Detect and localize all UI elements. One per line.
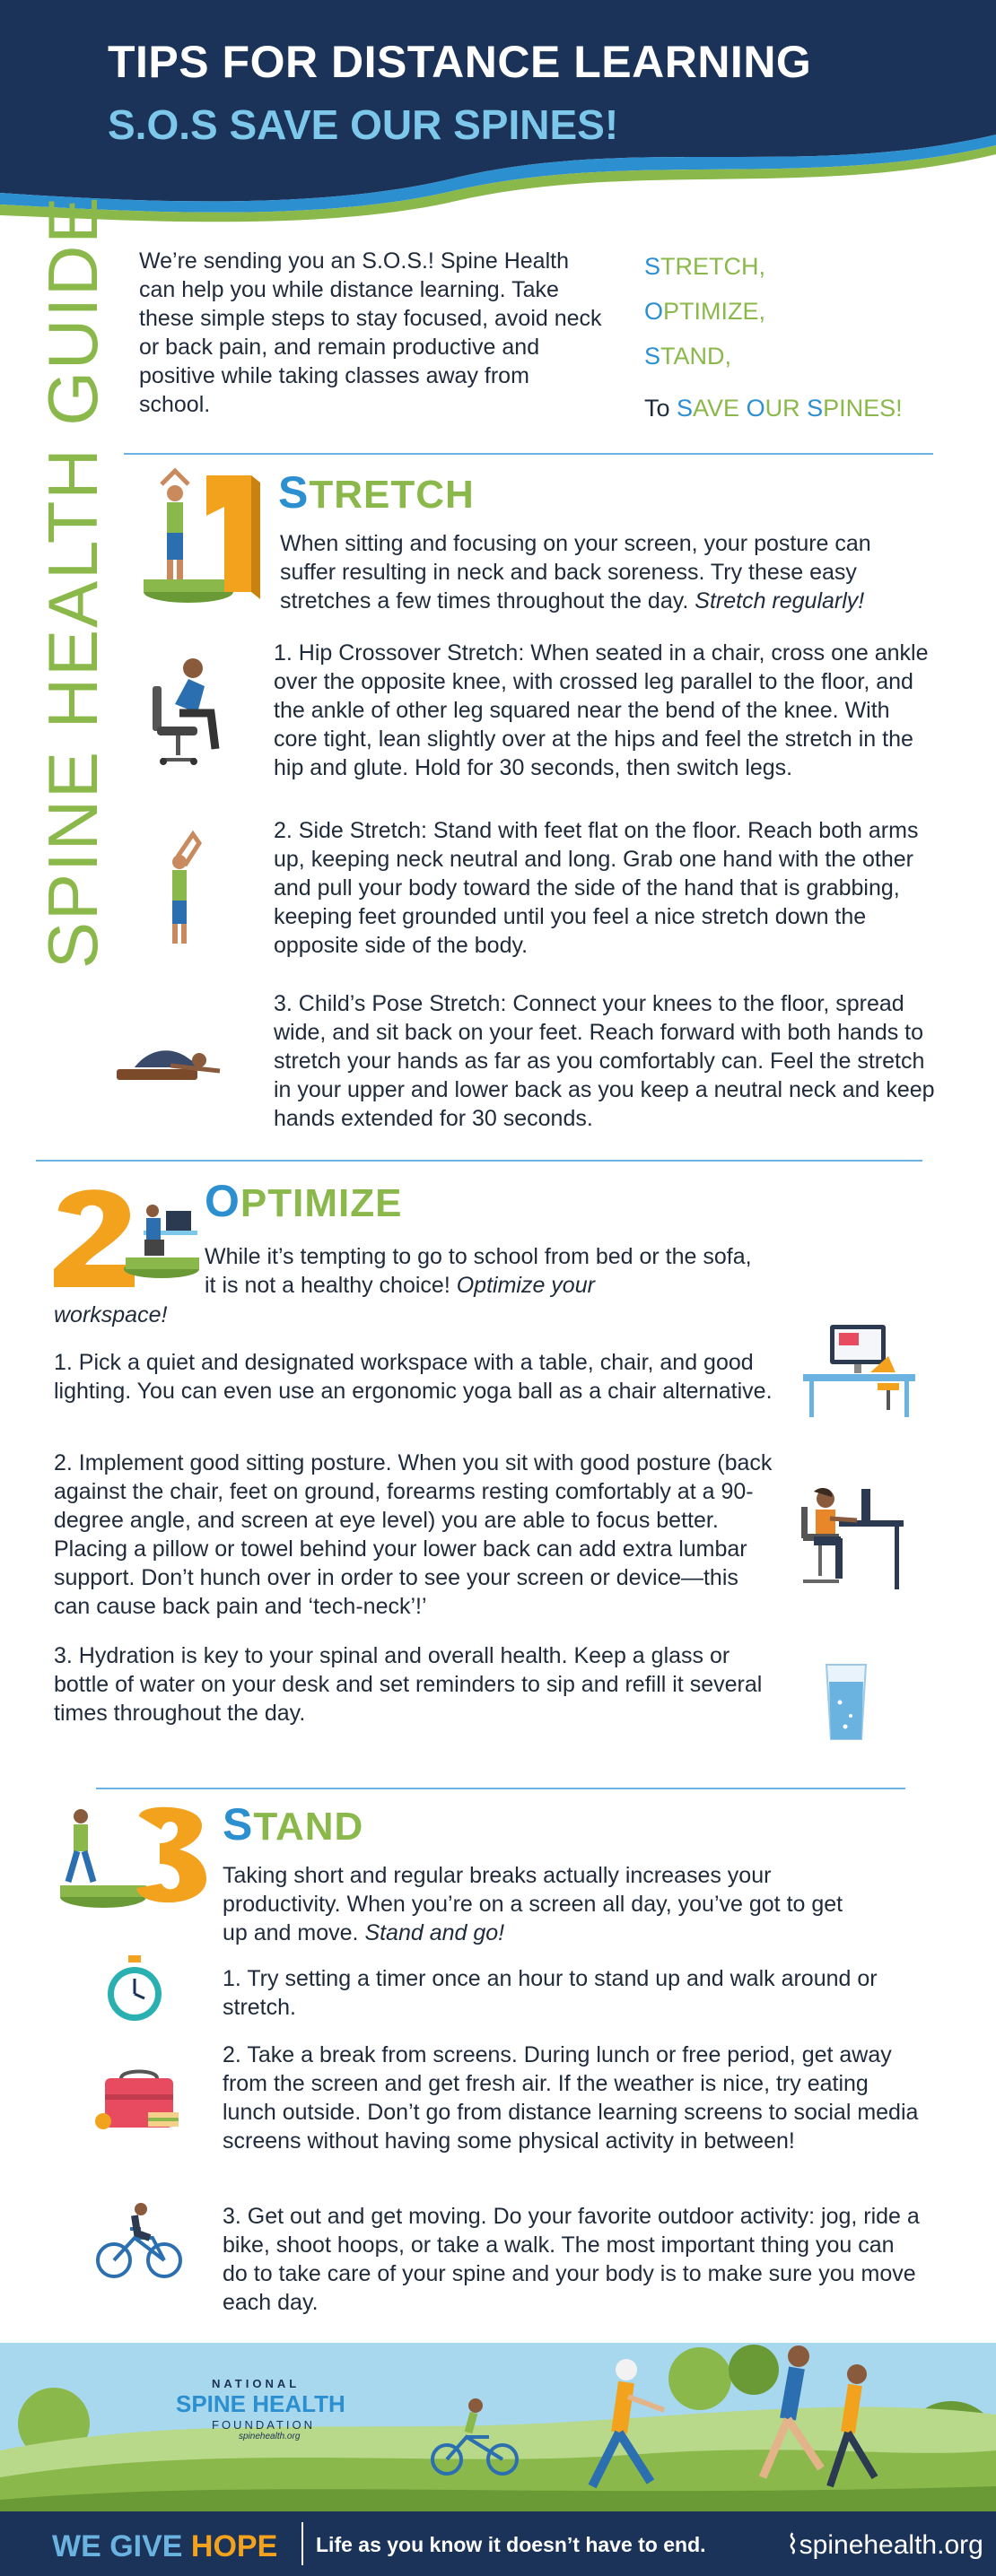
stand-tip-1: 1. Try setting a timer once an hour to stand up and walk around or stretch. xyxy=(223,1966,878,2020)
stretch-title: STRETCH xyxy=(278,467,475,518)
side-title: SPINE HEALTH GUIDE xyxy=(33,195,112,969)
optimize-number-icon xyxy=(49,1175,202,1296)
optimize-title: OPTIMIZE xyxy=(205,1176,403,1226)
footer-scene xyxy=(0,2343,996,2511)
stretch-tip-3: 3. Child’s Pose Stretch: Connect your knees to the floor, spread wide, and sit back on your feet. Reach forward with both hands to stretch your hands as far as you comfortably can. Feel the stretch in your upper and lower back as you keep a neutral neck and keep hands extended for 30 seconds. xyxy=(274,991,935,1131)
stand-number xyxy=(179,1830,180,1831)
stretch-tip-1: 1. Hip Crossover Stretch: When seated in a chair, cross one ankle over the opposite knee, with crossed leg parallel to the floor, and the ankle of other leg squared near the bend of the knee. With core tight, lean slightly over at the hips and feel the stretch in the hip and glute. Hold for 30 seconds, then switch legs. xyxy=(274,640,929,780)
sos-acronym: STRETCH, OPTIMIZE, STAND, To SAVE OUR SPINES! xyxy=(644,253,903,422)
spine-figure-icon: ⌇ xyxy=(786,2530,799,2560)
divider xyxy=(36,1160,922,1162)
header-banner xyxy=(0,0,996,233)
optimize-tip-2: 2. Implement good sitting posture. When you sit with good posture (back against the chair, feet on ground, forearms resting comfortably at a 90-degree angle, and screen at eye level) you are able to focus better. Placing a pillow or towel behind your lower back can add extra lumbar support. Don’t hunch over in order to see your screen or device—this can cause back pain and ‘tech-neck’!’ xyxy=(54,1450,773,1619)
optimize-tip-3: 3. Hydration is key to your spinal and overall health. Keep a glass or bottle of water on your desk and set reminders to sip and refill it several times throughout the day. xyxy=(54,1643,763,1726)
footer-bar xyxy=(0,2511,996,2576)
lunch-box-icon xyxy=(94,2067,184,2139)
footer-tagline: Life as you know it doesn’t have to end. xyxy=(316,2533,706,2556)
intro-text: We’re sending you an S.O.S.! Spine Health can help you while distance learning. Take these simple steps to stay focused, avoid neck or back pain, and remain productive and positive while taking classes away from school. xyxy=(139,248,602,417)
side-stretch-icon xyxy=(153,830,215,951)
divider xyxy=(124,453,933,455)
stopwatch-icon xyxy=(103,1954,166,2030)
workspace-desk-icon xyxy=(799,1320,920,1423)
stand-title: STAND xyxy=(223,1799,364,1849)
childs-pose-icon xyxy=(117,1031,224,1090)
water-glass-icon xyxy=(824,1662,869,1747)
page-title: TIPS FOR DISTANCE LEARNING xyxy=(108,37,812,87)
optimize-tip-1: 1. Pick a quiet and designated workspace with a table, chair, and good lighting. You can even use an ergonomic yoga ball as a chair alternative. xyxy=(54,1350,773,1404)
page-subtitle: S.O.S SAVE OUR SPINES! xyxy=(108,101,619,148)
footer-divider xyxy=(301,2522,303,2565)
we-give-hope: WE GIVE HOPE xyxy=(52,2529,278,2563)
stand-tip-3: 3. Get out and get moving. Do your favorite outdoor activity: jog, ride a bike, shoot hoops, or take a walk. The most important thing you can do to take care of your spine and your body is to make sure you move each day. xyxy=(223,2204,920,2315)
foundation-logo: NATIONAL SPINE HEALTH FOUNDATION spinehealth.org xyxy=(176,2377,345,2441)
stretch-number-icon xyxy=(135,466,269,614)
stand-number-icon xyxy=(54,1803,215,1919)
stretch-number xyxy=(206,484,207,485)
stand-tip-2: 2. Take a break from screens. During lunch or free period, get away from the screen and get fresh air. If the weather is nice, try eating lunch outside. Don’t go from distance learning screens to social media screens without having some physical activity in between! xyxy=(223,2042,919,2154)
stretch-tip-2: 2. Side Stretch: Stand with feet flat on the floor. Reach both arms up, keeping neck neutral and long. Grab one hand with the other and pull your body toward the side of the hand that is grabbing, keeping feet grounded until you feel a nice stretch down the opposite side of the body. xyxy=(274,818,919,958)
footer-website[interactable]: ⌇spinehealth.org xyxy=(786,2530,983,2560)
bicycle-icon xyxy=(94,2202,184,2287)
good-posture-icon xyxy=(794,1484,906,1597)
stretch-intro: When sitting and focusing on your screen, your posture can suffer resulting in neck and back soreness. Try these easy stretches a few times throughout the day. Stretch regularly! xyxy=(280,531,871,614)
stand-intro: Taking short and regular breaks actually increases your productivity. When you’re on a screen all day, you’ve got to get up and move. Stand and go! xyxy=(223,1863,843,1945)
hip-crossover-icon xyxy=(144,650,224,771)
optimize-intro-end: workspace! xyxy=(54,1302,168,1327)
divider xyxy=(96,1788,905,1789)
optimize-number xyxy=(90,1202,91,1203)
optimize-intro: While it’s tempting to go to school from bed or the sofa, it is not a healthy choice! Optimize your xyxy=(205,1244,752,1298)
